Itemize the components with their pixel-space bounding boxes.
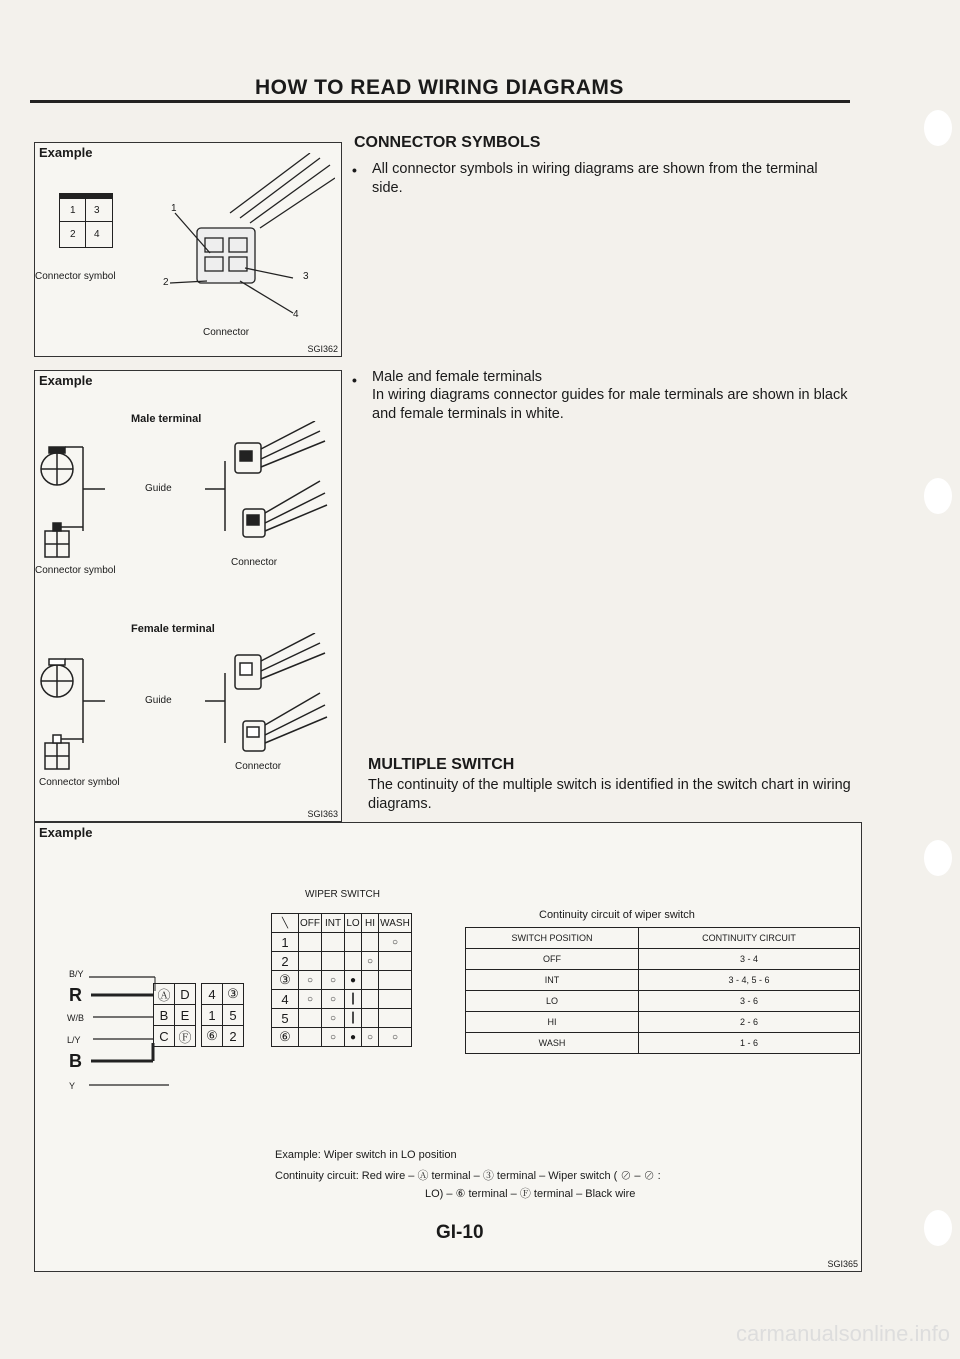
male-female-title: Male and female terminals [372,369,543,385]
connector-label: Connector [203,327,250,338]
example-label: Example [39,145,93,160]
example-line: Example: Wiper switch in LO position [275,1149,457,1161]
example-figure-wiper-switch: Example WIPER SWITCH B/Y R W/B L/Y B Y Ⓐ D B E C Ⓕ 4 ③ 1 5 ⑥ 2 ╲ OFF INT LO HI WASH 1 ○ 2 ○ ③ ○ ○ ● 4 ○ ○ ┃ 5 ○ ┃ ⑥ ○ ● ○ ○ Continuity circuit of wiper switch SWITCH POSITION CONTINUITY CIRCUIT OFF 3 - 4 INT 3 - 4, 5 - 6 LO 3 - 6 HI 2 - 6 WASH 1 - 6 Example: Wiper switch in LO position Continuity circuit: Red wire – Ⓐ terminal – ③ terminal – Wiper switch ( ⊘ – ⊘ : LO) – ⑥ terminal – Ⓕ terminal – Black wire SGI365 [34,822,862,1272]
page-number: GI-10 [436,1222,484,1243]
multiple-switch-body: The continuity of the multiple switch is identified in the switch chart in wiring diagrams. [368,777,851,812]
male-guide-label: Guide [145,483,172,494]
continuity-table: SWITCH POSITION CONTINUITY CIRCUIT OFF 3 - 4 INT 3 - 4, 5 - 6 LO 3 - 6 HI 2 - 6 WASH 1 - 6 [465,927,860,1054]
female-guide-label: Guide [145,695,172,706]
binder-hole [924,478,952,514]
example-label: Example [39,373,93,388]
connector-symbol-grid: 1 3 2 4 [59,193,113,248]
female-connector-label: Connector [235,761,282,772]
example-figure-terminals [34,370,342,822]
example-label: Example [39,825,93,840]
continuity-line-2: LO) – ⑥ terminal – Ⓕ terminal – Black wire [425,1188,636,1200]
connector-right: 4 ③ 1 5 ⑥ 2 [201,983,244,1047]
multiple-switch-heading: MULTIPLE SWITCH [368,756,515,773]
figure-code: SGI365 [827,1259,858,1269]
female-connector-symbol-label: Connector symbol [39,777,120,788]
binder-hole [924,840,952,876]
wiper-switch-chart: ╲ OFF INT LO HI WASH 1 ○ 2 ○ ③ ○ ○ ● 4 ○ ○ ┃ 5 ○ ┃ ⑥ ○ ● ○ ○ [271,913,412,1047]
male-connector-label: Connector [231,557,278,568]
binder-hole [924,110,952,146]
wire-lines [69,971,169,1101]
watermark: carmanualsonline.info [735,1321,950,1346]
page-title: HOW TO READ WIRING DIAGRAMS [255,76,624,99]
male-connector-symbol-label: Connector symbol [35,565,116,576]
connector-symbols-heading: CONNECTOR SYMBOLS [354,134,541,151]
connector-drawing [135,153,335,353]
continuity-title: Continuity circuit of wiper switch [539,909,695,921]
figure-code: SGI363 [307,809,338,819]
continuity-line-1: Continuity circuit: Red wire – Ⓐ terminal – ③ terminal – Wiper switch ( ⊘ – ⊘ : [275,1170,661,1182]
connector-left: Ⓐ D B E C Ⓕ [153,983,196,1047]
connector-symbols-bullet-1: All connector symbols in wiring diagrams are shown from the terminal side. [372,161,818,196]
figure-code: SGI362 [307,344,338,354]
example-figure-connector: Example 1 3 2 4 Connector symbol 1 2 3 4 Connector SGI362 [34,142,342,357]
title-rule [30,100,850,103]
male-female-body: In wiring diagrams connector guides for male terminals are shown in black and female terminals in white. [372,387,848,422]
female-terminal-label: Female terminal [131,623,215,635]
connector-symbol-label: Connector symbol [35,271,116,282]
binder-hole [924,1210,952,1246]
male-terminal-label: Male terminal [131,413,202,425]
wiper-switch-label: WIPER SWITCH [305,889,380,900]
